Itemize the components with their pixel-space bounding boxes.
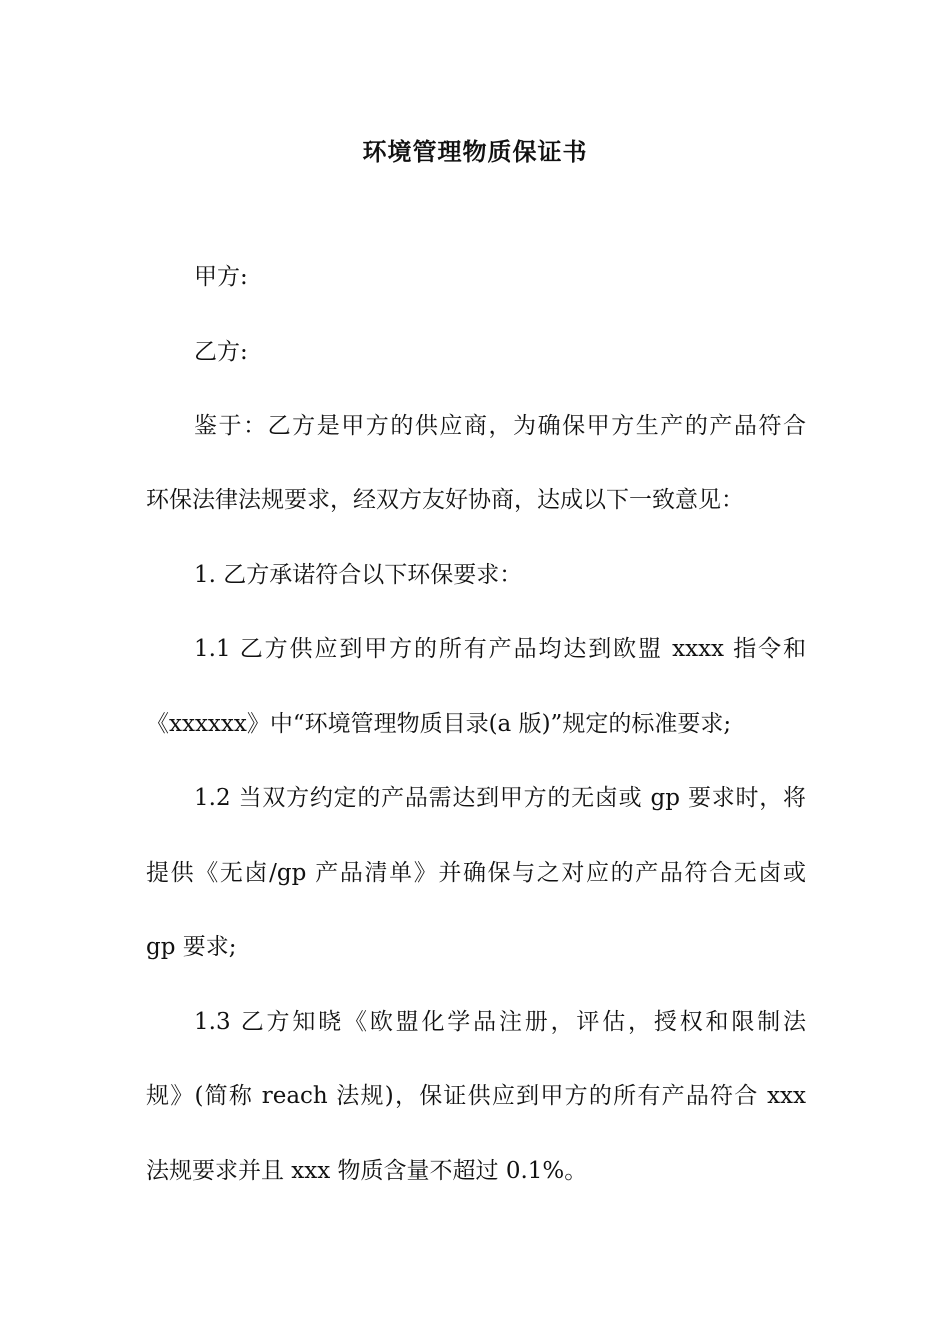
clause-1-3-line-3: 法规要求并且 xxx 物质含量不超过 0.1%。 [146, 1158, 588, 1184]
clause-1-heading: 1. 乙方承诺符合以下环保要求： [194, 562, 523, 588]
preamble-line-1: 鉴于：乙方是甲方的供应商，为确保甲方生产的产品符合 [194, 413, 806, 439]
clause-1-3-line-1: 1.3 乙方知晓《欧盟化学品注册，评估，授权和限制法 [194, 1009, 806, 1035]
clause-1-3-line-2: 规》(简称 reach 法规)，保证供应到甲方的所有产品符合 xxx [146, 1083, 806, 1109]
party-b-line: 乙方: [194, 339, 248, 365]
preamble-line-2: 环保法律法规要求，经双方友好协商，达成以下一致意见： [146, 487, 744, 513]
clause-1-2-line-3: gp 要求; [146, 934, 237, 960]
clause-1-1-line-1: 1.1 乙方供应到甲方的所有产品均达到欧盟 xxxx 指令和 [194, 636, 806, 662]
document-title: 环境管理物质保证书 [362, 137, 588, 166]
clause-1-1-line-2: 《xxxxxx》中“环境管理物质目录(a 版)”规定的标准要求; [146, 711, 732, 737]
clause-1-2-line-2: 提供《无卤/gp 产品清单》并确保与之对应的产品符合无卤或 [146, 860, 806, 886]
clause-1-2-line-1: 1.2 当双方约定的产品需达到甲方的无卤或 gp 要求时，将 [194, 785, 806, 811]
party-a-line: 甲方: [194, 264, 248, 290]
